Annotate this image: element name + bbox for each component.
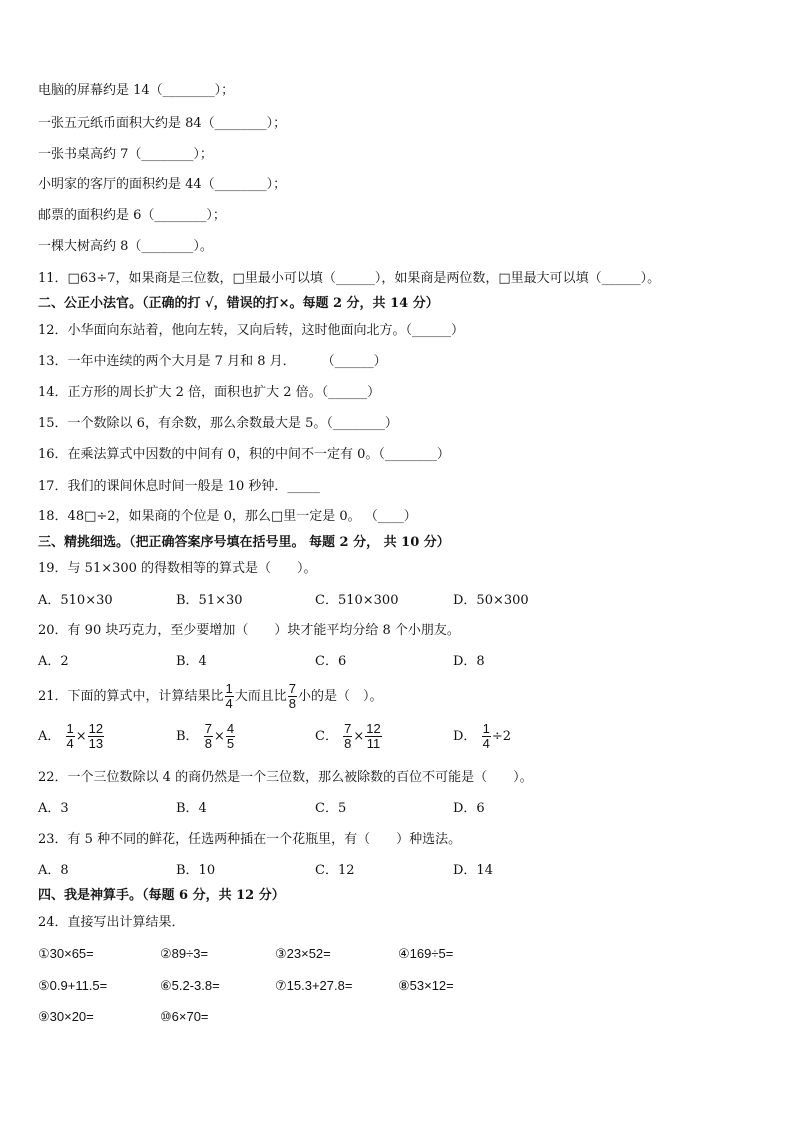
denominator: 13 <box>88 736 104 751</box>
option-c: C．5 <box>315 801 347 816</box>
calc-item: ②89÷3= <box>160 946 209 961</box>
question-23: 23．有 5 种不同的鲜花，任选两种插在一个花瓶里，有（ ）种选法。 <box>38 832 462 847</box>
fraction <box>482 722 491 751</box>
fraction <box>88 722 104 751</box>
fraction <box>288 682 297 711</box>
denominator: 4 <box>225 696 233 711</box>
question-24: 24．直接写出计算结果． <box>38 915 185 930</box>
option-label: B． <box>176 729 199 744</box>
numerator: 12 <box>366 721 381 736</box>
fill-line: 小明家的客厅的面积约是 44（________）； <box>38 177 287 192</box>
question-16: 16．在乘法算式中因数的中间有 0，积的中间不一定有 0。（________） <box>38 447 450 462</box>
fraction <box>343 722 352 751</box>
option-b: B．10 <box>176 863 216 878</box>
fraction <box>365 722 381 751</box>
denominator: 11 <box>366 736 381 751</box>
calc-item: ⑩6×70= <box>160 1009 209 1024</box>
option-d: D．6 <box>453 801 485 816</box>
option-d <box>453 722 511 752</box>
denominator: 8 <box>204 736 212 751</box>
operator: × <box>75 729 87 744</box>
question-20: 20．有 90 块巧克力，至少要增加（ ）块才能平均分给 8 个小朋友。 <box>38 623 460 638</box>
option-a: A．2 <box>38 654 69 669</box>
section-2-heading: 二、公正小法官。（正确的打 √，错误的打×。每题 2 分，共 14 分） <box>38 296 439 311</box>
fill-line: 邮票的面积约是 6（________）； <box>38 208 226 223</box>
fill-line: 一棵大树高约 8（________）。 <box>38 239 213 254</box>
question-18: 18．48□÷2，如果商的个位是 0，那么□里一定是 0。 （____） <box>38 509 417 524</box>
question-12: 12．小华面向东站着，他向左转，又向后转，这时他面向北方。（______） <box>38 323 465 338</box>
denominator: 8 <box>344 736 352 751</box>
option-c: C．6 <box>315 654 347 669</box>
question-11: 11．□63÷7，如果商是三位数，□里最小可以填（______），如果商是两位数，□里最大可以填（______）。 <box>38 271 661 286</box>
calc-item: ③23×52= <box>275 946 331 961</box>
fill-line: 电脑的屏幕约是 14（________）； <box>38 83 235 98</box>
calc-item: ⑥5.2-3.8= <box>160 978 220 993</box>
section-3-heading: 三、精挑细选。（把正确答案序号填在括号里。 每题 2 分， 共 10 分） <box>38 535 450 550</box>
question-21 <box>38 682 383 712</box>
numerator: 7 <box>204 721 212 736</box>
operator: × <box>213 729 225 744</box>
q21-prefix: 21．下面的算式中，计算结果比 <box>38 689 224 704</box>
option-a: A．3 <box>38 801 69 816</box>
q21-mid: 大而且比 <box>234 689 287 704</box>
numerator: 7 <box>344 721 352 736</box>
calc-item: ⑦15.3+27.8= <box>275 978 353 993</box>
option-b: B．51×30 <box>176 593 243 608</box>
q21-suffix: 小的是（ ）。 <box>298 689 383 704</box>
fill-line: 一张书桌高约 7（________）； <box>38 147 213 162</box>
numerator: 1 <box>225 681 233 696</box>
option-label: A． <box>38 729 61 744</box>
option-c: C．12 <box>315 863 355 878</box>
denominator: 5 <box>226 736 235 751</box>
option-d: D．14 <box>453 863 493 878</box>
numerator: 1 <box>66 721 74 736</box>
section-4-heading: 四、我是神算手。（每题 6 分，共 12 分） <box>38 888 285 903</box>
question-13: 13．一年中连续的两个大月是 7 月和 8 月． （______） <box>38 354 387 369</box>
question-15: 15．一个数除以 6，有余数，那么余数最大是 5。（________） <box>38 416 398 431</box>
fraction <box>226 722 235 751</box>
option-b <box>176 722 236 752</box>
operator: ÷2 <box>491 729 511 744</box>
option-c <box>315 722 383 752</box>
option-d: D．50×300 <box>453 593 529 608</box>
denominator: 4 <box>66 736 74 751</box>
numerator: 4 <box>226 721 235 736</box>
question-17: 17．我们的课间休息时间一般是 10 秒钟．_____ <box>38 479 320 494</box>
denominator: 4 <box>482 736 490 751</box>
calc-item: ④169÷5= <box>398 946 454 961</box>
numerator: 1 <box>482 721 490 736</box>
question-14: 14．正方形的周长扩大 2 倍，面积也扩大 2 倍。（______） <box>38 385 381 400</box>
option-a: A．510×30 <box>38 593 113 608</box>
calc-item: ⑧53×12= <box>398 978 454 993</box>
operator: × <box>353 729 365 744</box>
option-a: A．8 <box>38 863 69 878</box>
option-b: B．4 <box>176 654 207 669</box>
numerator: 7 <box>288 681 297 696</box>
question-19: 19．与 51×300 的得数相等的算式是（ ）。 <box>38 561 317 576</box>
question-22: 22．一个三位数除以 4 的商仍然是一个三位数，那么被除数的百位不可能是（ ）。 <box>38 770 533 785</box>
option-label: C． <box>315 729 338 744</box>
fraction <box>66 722 75 751</box>
fill-line: 一张五元纸币面积大约是 84（________）； <box>38 116 287 131</box>
option-b: B．4 <box>176 801 207 816</box>
fraction <box>204 722 213 751</box>
numerator: 12 <box>88 721 104 736</box>
calc-item: ①30×65= <box>38 946 94 961</box>
option-d: D．8 <box>453 654 485 669</box>
option-label: D． <box>453 729 477 744</box>
fraction <box>225 682 234 711</box>
option-c: C．510×300 <box>315 593 399 608</box>
calc-item: ⑤0.9+11.5= <box>38 978 108 993</box>
calc-item: ⑨30×20= <box>38 1009 94 1024</box>
option-a <box>38 722 105 752</box>
denominator: 8 <box>288 696 297 711</box>
